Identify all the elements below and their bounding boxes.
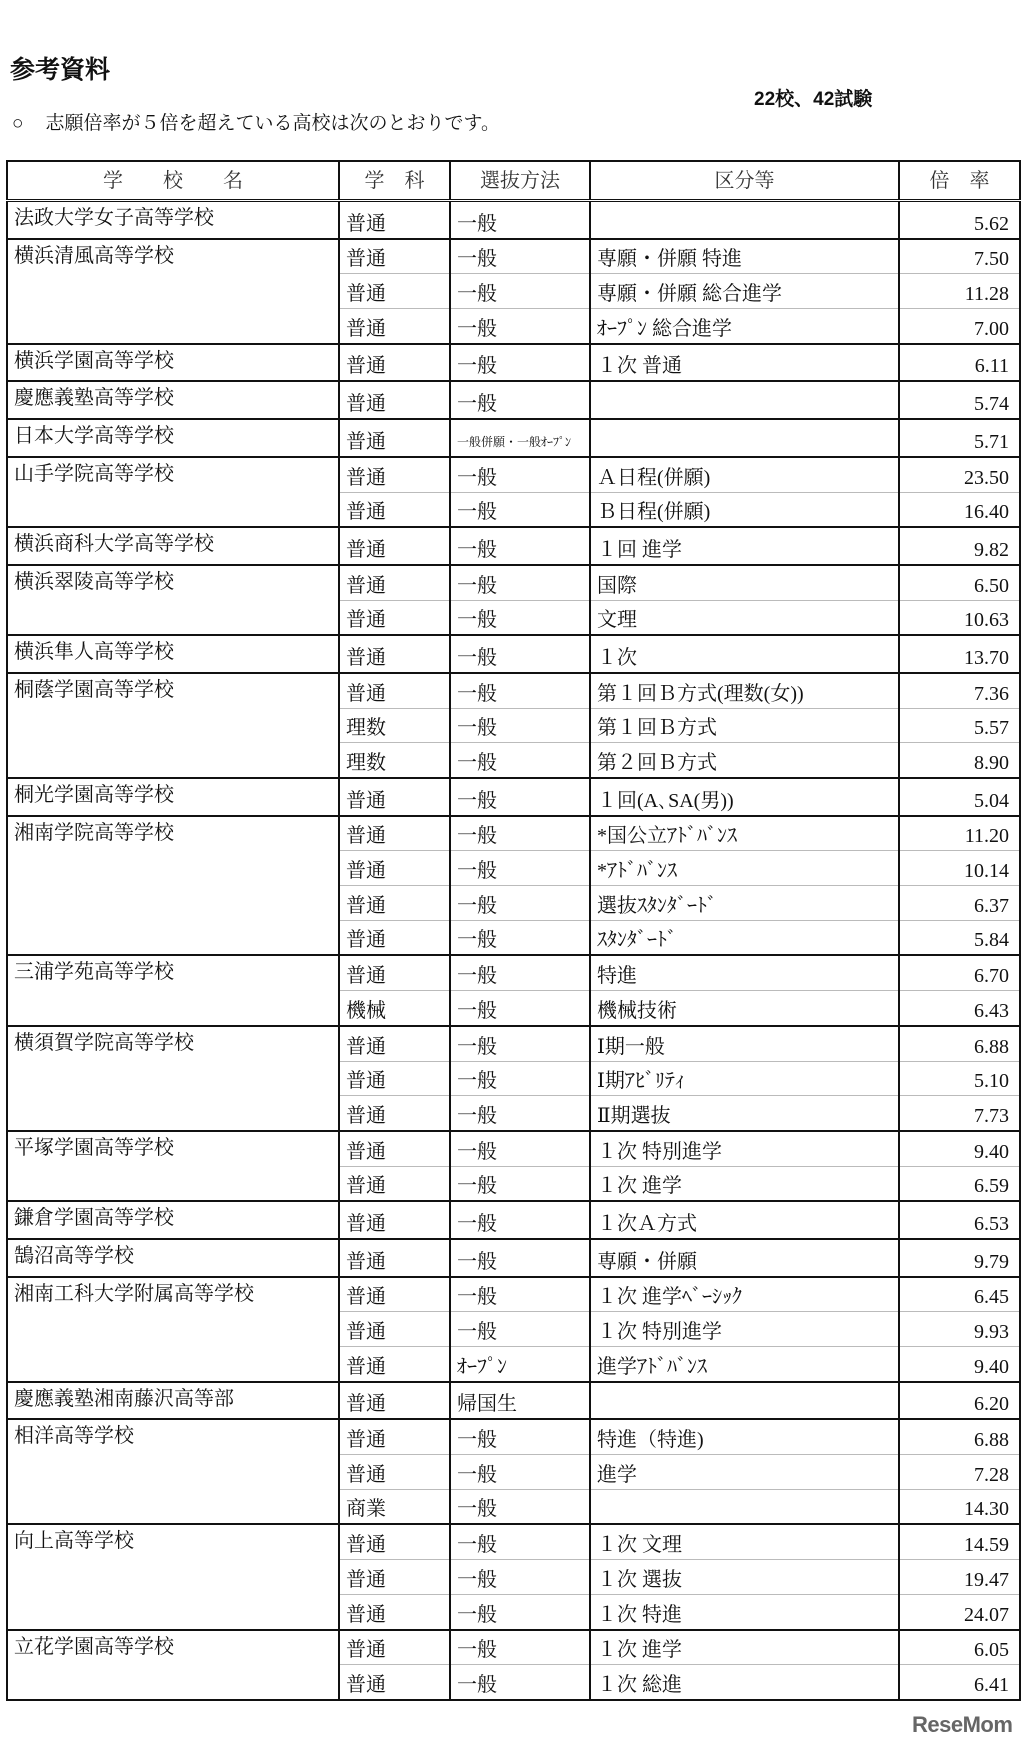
selection-method-cell: 一般 [450,344,590,382]
ratio-cell: 6.70 [899,955,1020,990]
department-cell: 普通 [339,344,450,382]
department-cell: 普通 [339,1277,450,1312]
selection-method-cell: 一般 [450,1489,590,1524]
selection-method-cell: 一般 [450,1594,590,1629]
ratio-cell: 10.14 [899,851,1020,886]
ratio-cell: 7.28 [899,1455,1020,1490]
department-cell: 普通 [339,1312,450,1347]
table-row [7,565,1020,600]
school-name: 山手学院高等学校 [7,457,339,527]
selection-method-cell: 一般 [450,600,590,635]
category-cell: ｽﾀﾝﾀﾞｰﾄﾞ [590,920,899,955]
ratio-cell: 23.50 [899,457,1020,492]
school-name: 鎌倉学園高等学校 [7,1201,339,1239]
department-cell: 普通 [339,1524,450,1559]
resemom-logo: ReseMom [912,1712,1013,1737]
school-name: 横浜商科大学高等学校 [7,527,339,565]
ratio-cell: 6.20 [899,1382,1020,1420]
table-row [7,1277,1020,1312]
ratio-cell: 6.88 [899,1419,1020,1454]
table-row [7,344,1020,382]
ratio-table [6,160,1021,1701]
category-cell [590,381,899,419]
table-row [7,1419,1020,1454]
category-cell: 第１回Ｂ方式 [590,708,899,743]
ratio-cell: 13.70 [899,635,1020,673]
ratio-cell: 6.50 [899,565,1020,600]
school-name: 湘南工科大学附属高等学校 [7,1277,339,1382]
ratio-cell: 6.41 [899,1665,1020,1700]
department-cell: 普通 [339,920,450,955]
department-cell: 普通 [339,309,450,344]
school-name: 鵠沼高等学校 [7,1239,339,1277]
category-cell: 国際 [590,565,899,600]
category-cell: １次 進学 [590,1166,899,1201]
department-cell: 普通 [339,851,450,886]
school-name: 横浜学園高等学校 [7,344,339,382]
department-cell: 普通 [339,1594,450,1629]
ratio-cell: 5.57 [899,708,1020,743]
category-cell: 進学ｱﾄﾞﾊﾞﾝｽ [590,1347,899,1382]
department-cell: 普通 [339,1665,450,1700]
school-name: 横浜隼人高等学校 [7,635,339,673]
ratio-cell: 5.10 [899,1061,1020,1096]
category-cell: Ⅰ期ｱﾋﾞﾘﾃｨ [590,1061,899,1096]
ratio-cell: 6.43 [899,991,1020,1026]
department-cell: 普通 [339,816,450,851]
department-cell: 普通 [339,1455,450,1490]
category-cell: １次 選抜 [590,1560,899,1595]
school-name: 平塚学園高等学校 [7,1131,339,1201]
category-cell: 専願・併願 特進 [590,239,899,274]
category-cell: ｵｰﾌﾟﾝ 総合進学 [590,309,899,344]
department-cell: 普通 [339,1382,450,1420]
category-cell: Ｂ日程(併願) [590,492,899,527]
ratio-cell: 6.11 [899,344,1020,382]
selection-method-cell: 一般 [450,673,590,708]
ratio-cell: 16.40 [899,492,1020,527]
header-selection-method: 選抜方法 [450,161,590,201]
school-name: 横浜清風高等学校 [7,239,339,344]
category-cell: 文理 [590,600,899,635]
category-cell: １次 普通 [590,344,899,382]
department-cell: 普通 [339,381,450,419]
department-cell: 普通 [339,239,450,274]
department-cell: 普通 [339,1061,450,1096]
table-row [7,1524,1020,1559]
department-cell: 普通 [339,1131,450,1166]
ratio-cell: 9.82 [899,527,1020,565]
ratio-cell: 7.00 [899,309,1020,344]
ratio-cell: 7.73 [899,1096,1020,1131]
ratio-cell: 11.28 [899,274,1020,309]
school-name: 立花学園高等学校 [7,1630,339,1700]
department-cell: 普通 [339,1201,450,1239]
school-name: 法政大学女子高等学校 [7,201,339,239]
table-row [7,1201,1020,1239]
school-name: 慶應義塾高等学校 [7,381,339,419]
selection-method-cell: 一般 [450,201,590,239]
table-row [7,527,1020,565]
table-row [7,457,1020,492]
selection-method-cell: 一般 [450,851,590,886]
department-cell: 普通 [339,1347,450,1382]
category-cell: 進学 [590,1455,899,1490]
department-cell: 普通 [339,1560,450,1595]
selection-method-cell: 一般 [450,492,590,527]
table-row [7,1239,1020,1277]
selection-method-cell: 一般 [450,778,590,816]
category-cell: 第１回Ｂ方式(理数(女)) [590,673,899,708]
table-row [7,1382,1020,1420]
school-name: 慶應義塾湘南藤沢高等部 [7,1382,339,1420]
selection-method-cell: 一般 [450,1201,590,1239]
lead-text [12,108,522,135]
ratio-cell: 9.79 [899,1239,1020,1277]
department-cell: 普通 [339,565,450,600]
department-cell: 普通 [339,886,450,921]
summary-count: 22校、42試験 [754,89,873,110]
header-ratio: 倍 率 [899,161,1020,201]
department-cell: 普通 [339,1166,450,1201]
school-name: 相洋高等学校 [7,1419,339,1524]
selection-method-cell: 一般 [450,1630,590,1665]
category-cell: Ⅰ期一般 [590,1026,899,1061]
selection-method-cell: 一般 [450,565,590,600]
table-row [7,778,1020,816]
department-cell: 普通 [339,1419,450,1454]
ratio-cell: 5.71 [899,419,1020,457]
selection-method-cell: 一般 [450,1061,590,1096]
selection-method-cell: 一般 [450,816,590,851]
selection-method-cell: 一般 [450,527,590,565]
bullet-icon: ○ [12,113,24,134]
header-department: 学 科 [339,161,450,201]
category-cell: 機械技術 [590,991,899,1026]
header-row [7,161,1020,201]
ratio-cell: 6.37 [899,886,1020,921]
selection-method-cell: 一般 [450,1131,590,1166]
ratio-cell: 9.40 [899,1131,1020,1166]
ratio-cell: 10.63 [899,600,1020,635]
school-name: 横須賀学院高等学校 [7,1026,339,1131]
selection-method-cell: 一般 [450,1455,590,1490]
category-cell: １次 [590,635,899,673]
department-cell: 普通 [339,419,450,457]
category-cell: 特進 [590,955,899,990]
department-cell: 普通 [339,274,450,309]
school-name: 桐蔭学園高等学校 [7,673,339,778]
ratio-cell: 14.30 [899,1489,1020,1524]
selection-method-cell: 一般 [450,1166,590,1201]
category-cell: 専願・併願 総合進学 [590,274,899,309]
selection-method-cell: 一般 [450,1560,590,1595]
department-cell: 普通 [339,527,450,565]
category-cell: １次 特別進学 [590,1312,899,1347]
category-cell: 専願・併願 [590,1239,899,1277]
table-row [7,955,1020,990]
selection-method-cell: 一般 [450,743,590,778]
department-cell: 機械 [339,991,450,1026]
category-cell: １次 総進 [590,1665,899,1700]
lead-sentence: 志願倍率が５倍を超えている高校は次のとおりです。 [45,113,500,134]
table-row [7,816,1020,851]
department-cell: 普通 [339,1096,450,1131]
school-name: 日本大学高等学校 [7,419,339,457]
ratio-cell: 6.59 [899,1166,1020,1201]
selection-method-cell: 一般 [450,886,590,921]
ratio-cell: 8.90 [899,743,1020,778]
selection-method-cell: 一般 [450,1312,590,1347]
selection-method-cell: 一般 [450,955,590,990]
category-cell: Ⅱ期選抜 [590,1096,899,1131]
table-row [7,1131,1020,1166]
table-row [7,1630,1020,1665]
ratio-cell: 6.53 [899,1201,1020,1239]
department-cell: 普通 [339,600,450,635]
department-cell: 理数 [339,743,450,778]
department-cell: 普通 [339,673,450,708]
table-row [7,673,1020,708]
table-row [7,1026,1020,1061]
school-name: 湘南学院高等学校 [7,816,339,956]
selection-method-cell: 一般 [450,920,590,955]
category-cell: １次 進学 [590,1630,899,1665]
category-cell: １次 進学ﾍﾞｰｼｯｸ [590,1277,899,1312]
selection-method-cell: 一般 [450,1277,590,1312]
ratio-cell: 11.20 [899,816,1020,851]
ratio-cell: 6.05 [899,1630,1020,1665]
school-name: 三浦学苑高等学校 [7,955,339,1025]
category-cell: Ａ日程(併願) [590,457,899,492]
school-name: 向上高等学校 [7,1524,339,1629]
header-category: 区分等 [590,161,899,201]
ratio-cell: 7.50 [899,239,1020,274]
category-cell: １回(A､SA(男)) [590,778,899,816]
selection-method-cell: 一般 [450,1419,590,1454]
ratio-cell: 6.45 [899,1277,1020,1312]
selection-method-cell: 一般 [450,381,590,419]
category-cell: *ｱﾄﾞﾊﾞﾝｽ [590,851,899,886]
selection-method-cell: 一般併願・一般ｵｰﾌﾟﾝ [450,419,590,457]
category-cell [590,419,899,457]
department-cell: 普通 [339,778,450,816]
department-cell: 普通 [339,955,450,990]
selection-method-cell: 一般 [450,1096,590,1131]
selection-method-cell: 一般 [450,1524,590,1559]
table-row [7,635,1020,673]
category-cell: *国公立ｱﾄﾞﾊﾞﾝｽ [590,816,899,851]
department-cell: 普通 [339,492,450,527]
selection-method-cell: 一般 [450,1026,590,1061]
category-cell [590,1489,899,1524]
department-cell: 理数 [339,708,450,743]
category-cell: １次 特別進学 [590,1131,899,1166]
ratio-cell: 19.47 [899,1560,1020,1595]
header-school: 学 校 名 [7,161,339,201]
table-row [7,239,1020,274]
ratio-cell: 7.36 [899,673,1020,708]
ratio-cell: 5.84 [899,920,1020,955]
selection-method-cell: 一般 [450,239,590,274]
department-cell: 普通 [339,1239,450,1277]
table-body [7,201,1020,1700]
selection-method-cell: 帰国生 [450,1382,590,1420]
category-cell [590,201,899,239]
category-cell: 第２回Ｂ方式 [590,743,899,778]
department-cell: 普通 [339,635,450,673]
selection-method-cell: 一般 [450,708,590,743]
table-row [7,419,1020,457]
selection-method-cell: 一般 [450,274,590,309]
selection-method-cell: 一般 [450,635,590,673]
department-cell: 普通 [339,457,450,492]
ratio-cell: 24.07 [899,1594,1020,1629]
ratio-cell: 5.62 [899,201,1020,239]
ratio-cell: 5.04 [899,778,1020,816]
selection-method-cell: 一般 [450,991,590,1026]
category-cell: １回 進学 [590,527,899,565]
selection-method-cell: ｵｰﾌﾟﾝ [450,1347,590,1382]
ratio-cell: 14.59 [899,1524,1020,1559]
category-cell: １次 特進 [590,1594,899,1629]
department-cell: 普通 [339,201,450,239]
selection-method-cell: 一般 [450,1239,590,1277]
selection-method-cell: 一般 [450,457,590,492]
ratio-cell: 9.40 [899,1347,1020,1382]
ratio-cell: 9.93 [899,1312,1020,1347]
category-cell: 選抜ｽﾀﾝﾀﾞｰﾄﾞ [590,886,899,921]
category-cell: １次Ａ方式 [590,1201,899,1239]
school-name: 桐光学園高等学校 [7,778,339,816]
category-cell: 特進（特進) [590,1419,899,1454]
selection-method-cell: 一般 [450,1665,590,1700]
table-row [7,201,1020,239]
table-row [7,381,1020,419]
ratio-cell: 6.88 [899,1026,1020,1061]
category-cell: １次 文理 [590,1524,899,1559]
selection-method-cell: 一般 [450,309,590,344]
school-name: 横浜翠陵高等学校 [7,565,339,635]
ratio-cell: 5.74 [899,381,1020,419]
page-title: 参考資料 [10,56,111,84]
department-cell: 普通 [339,1026,450,1061]
department-cell: 商業 [339,1489,450,1524]
category-cell [590,1382,899,1420]
department-cell: 普通 [339,1630,450,1665]
